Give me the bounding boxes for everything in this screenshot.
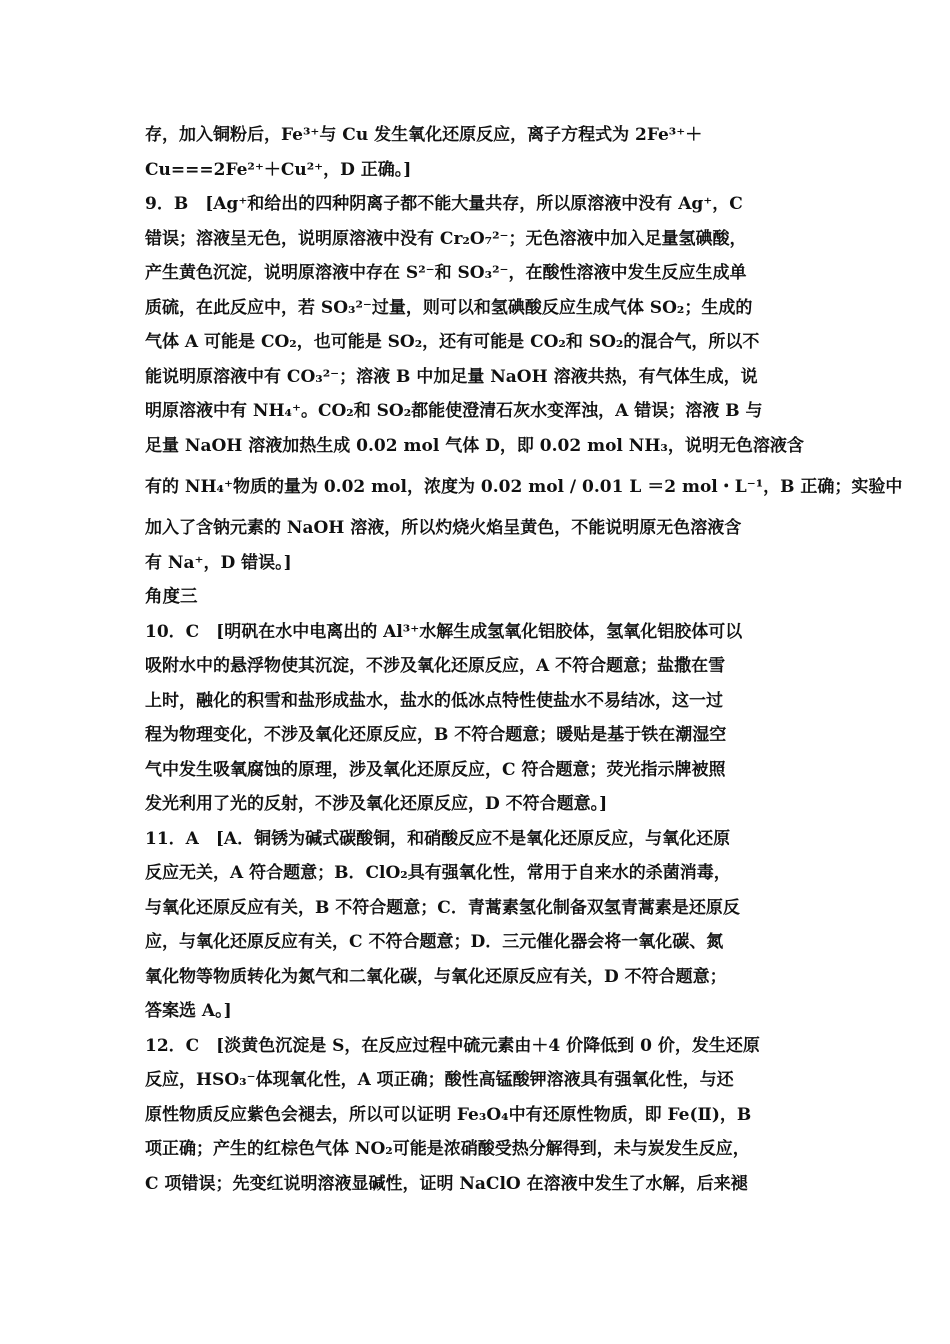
- text-line: 应，与氧化还原反应有关，C 不符合题意；D．三元催化器会将一氧化碳、氮: [145, 932, 724, 952]
- text-line: 11．A [A．铜锈为碱式碳酸铜，和硝酸反应不是氧化还原反应，与氧化还原: [145, 828, 731, 849]
- text-line: 9．B [Ag⁺和给出的四种阴离子都不能大量共存，所以原溶液中没有 Ag⁺，C: [145, 194, 743, 214]
- text-line: 产生黄色沉淀，说明原溶液中存在 S²⁻和 SO₃²⁻，在酸性溶液中发生反应生成单: [145, 263, 747, 283]
- text-line: 反应，HSO₃⁻体现氧化性，A 项正确；酸性高锰酸钾溶液具有强氧化性，与还: [145, 1070, 734, 1090]
- text-line: 气体 A 可能是 CO₂，也可能是 SO₂，还有可能是 CO₂和 SO₂的混合气，所以不: [145, 332, 760, 352]
- text-line: 气中发生吸氧腐蚀的原理，涉及氧化还原反应，C 符合题意；荧光指示牌被照: [145, 759, 726, 780]
- text-line: 明原溶液中有 NH₄⁺。CO₂和 SO₂都能使澄清石灰水变浑浊，A 错误；溶液 B 与: [145, 401, 763, 421]
- text-line: 10．C [明矾在水中电离出的 Al³⁺水解生成氢氧化铝胶体，氢氧化铝胶体可以: [145, 621, 743, 642]
- text-line: 有 Na⁺，D 错误。]: [145, 552, 292, 573]
- text-line: 反应无关，A 符合题意；B．ClO₂具有强氧化性，常用于自来水的杀菌消毒，: [145, 863, 731, 883]
- text-line: 错误；溶液呈无色，说明原溶液中没有 Cr₂O₇²⁻；无色溶液中加入足量氢碘酸，: [145, 228, 747, 249]
- text-line: 足量 NaOH 溶液加热生成 0.02 mol 气体 D，即 0.02 mol NH₃，说明无色溶液含: [145, 435, 804, 456]
- text-line: 答案选 A。]: [145, 1001, 232, 1021]
- text-line: 质硫，在此反应中，若 SO₃²⁻过量，则可以和氢碘酸反应生成气体 SO₂；生成的: [145, 297, 753, 318]
- text-line: 与氧化还原反应有关，B 不符合题意；C．青蒿素氢化制备双氢青蒿素是还原反: [145, 897, 740, 918]
- text-line: 氧化物等物质转化为氮气和二氧化碳，与氧化还原反应有关，D 不符合题意；: [145, 966, 727, 987]
- text-line: 加入了含钠元素的 NaOH 溶液，所以灼烧火焰呈黄色，不能说明原无色溶液含: [145, 518, 742, 538]
- text-line: 上时，融化的积雪和盐形成盐水，盐水的低冰点特性使盐水不易结冰，这一过: [145, 690, 723, 711]
- text-line: 发光利用了光的反射，不涉及氧化还原反应，D 不符合题意。]: [145, 794, 608, 814]
- text-line: 能说明原溶液中有 CO₃²⁻；溶液 B 中加足量 NaOH 溶液共热，有气体生成，说: [145, 366, 758, 387]
- text-line: 原性物质反应紫色会褪去，所以可以证明 Fe₃O₄中有还原性物质，即 Fe(Ⅱ)，B: [145, 1104, 752, 1125]
- text-line: 项正确；产生的红棕色气体 NO₂可能是浓硝酸受热分解得到，未与炭发生反应，: [145, 1139, 750, 1159]
- text-line: 存，加入铜粉后，Fe³⁺与 Cu 发生氧化还原反应，离子方程式为 2Fe³⁺＋: [145, 125, 703, 145]
- text-line: C 项错误；先变红说明溶液显碱性，证明 NaClO 在溶液中发生了水解，后来褪: [145, 1173, 748, 1194]
- section-heading: 角度三: [145, 587, 198, 607]
- text-line: 程为物理变化，不涉及氧化还原反应，B 不符合题意；暖贴是基于铁在潮湿空: [145, 725, 727, 745]
- document-body: [145, 118, 903, 1201]
- text-line: 12．C [淡黄色沉淀是 S，在反应过程中硫元素由＋4 价降低到 0 价，发生还原: [145, 1035, 760, 1056]
- text-line: Cu===2Fe²⁺＋Cu²⁺，D 正确。]: [145, 159, 412, 180]
- text-line: 吸附水中的悬浮物使其沉淀，不涉及氧化还原反应，A 不符合题意；盐撒在雪: [145, 656, 726, 676]
- text-line: 有的 NH₄⁺物质的量为 0.02 mol，浓度为 0.02 mol / 0.01 L ＝2 mol・L⁻¹，B 正确；实验中: [145, 477, 903, 497]
